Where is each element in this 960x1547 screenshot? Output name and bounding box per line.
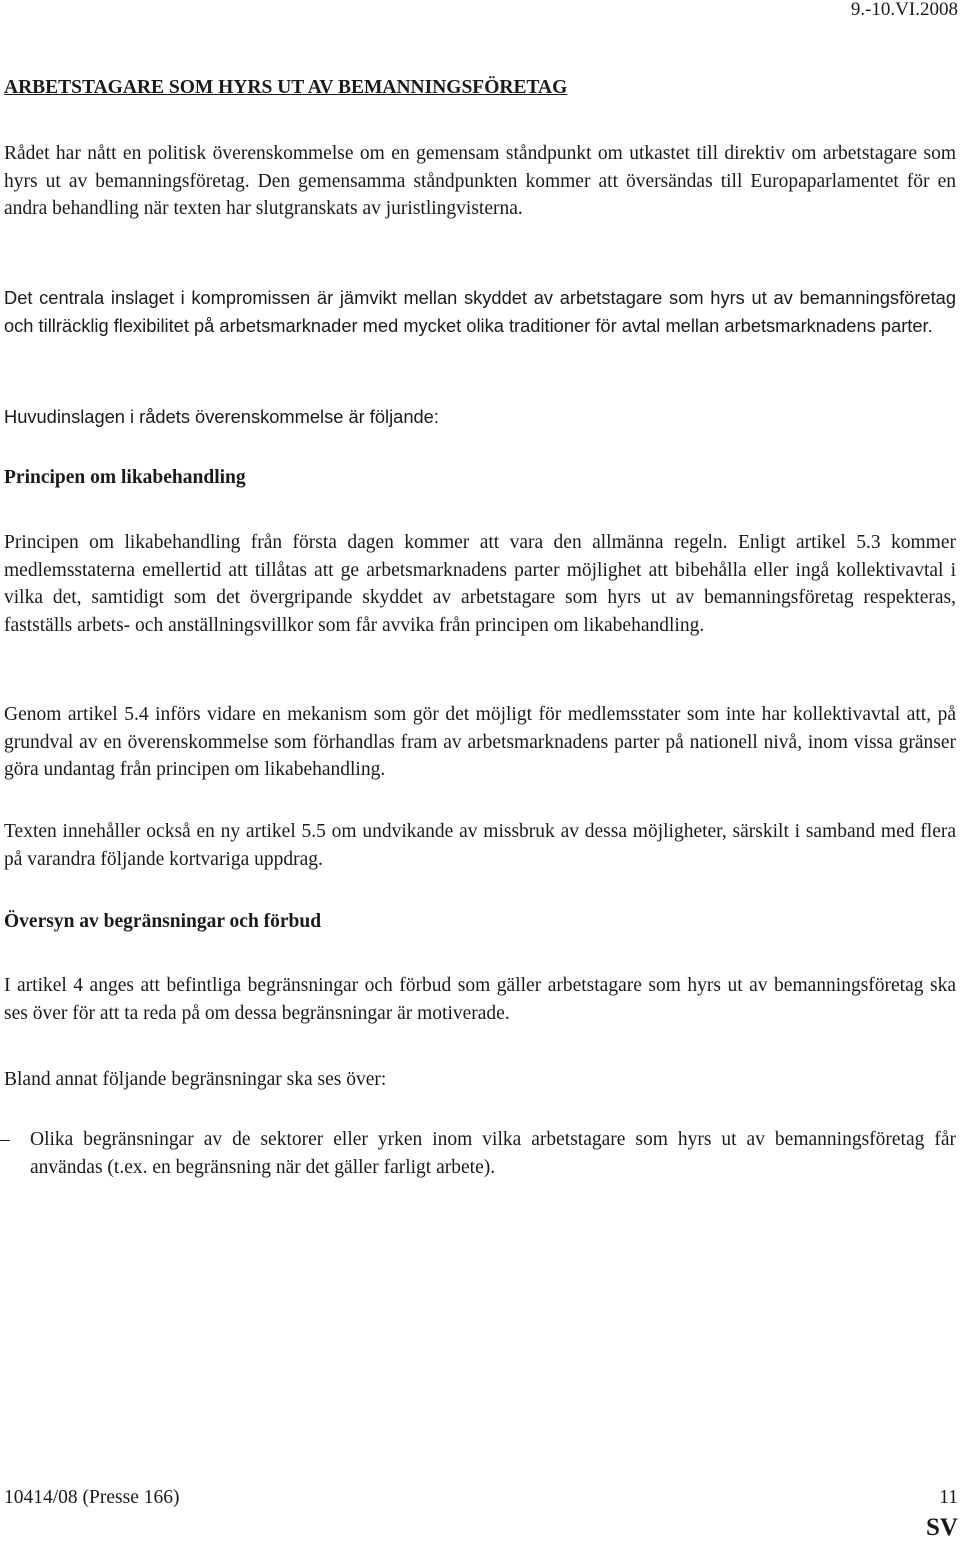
page-date: 9.-10.VI.2008 [850,0,958,20]
paragraph-6: Texten innehåller också en ny artikel 5.5 om undvikande av missbruk av dessa möjligheter, särskilt i samband med flera på varandra följande kortvariga uppdrag. [4,821,956,870]
paragraph-2: Det centrala inslaget i kompromissen är jämvikt mellan skyddet av arbetstagare som hyrs ut av bemanningsföretag och tillräcklig flexibilitet på arbetsmarknader med mycket olika traditioner för avtal mellan arbetsmarknadens parter. [4,287,956,336]
paragraph-3: Huvudinslagen i rådets överenskommelse är följande: [4,406,439,427]
paragraph-1: Rådet har nått en politisk överenskommelse om en gemensam ståndpunkt om utkastet till direktiv om arbetstagare som hyrs ut av bemanningsföretag. Den gemensamma ståndpunkten kommer att översändas till Europaparlamentet för en andra behandling när texten har slutgranskats av juristlingvisterna. [4,143,956,219]
section-heading-equal-treatment: Principen om likabehandling [4,467,246,488]
paragraph-7: I artikel 4 anges att befintliga begränsningar och förbud som gäller arbetstagare som hyrs ut av bemanningsföretag ska ses över för att ta reda på om dessa begränsningar är motiverade. [4,975,956,1024]
page-title: ARBETSTAGARE SOM HYRS UT AV BEMANNINGSFÖRETAG [4,77,568,98]
section-heading-review: Översyn av begränsningar och förbud [4,911,322,932]
bullet-dash: – [0,1129,10,1150]
paragraph-8: Bland annat följande begränsningar ska ses över: [4,1069,387,1090]
language-code: SV [926,1514,958,1541]
bullet-text: Olika begränsningar av de sektorer eller yrken inom vilka arbetstagare som hyrs ut av bemanningsföretag får användas (t.ex. en begränsning när det gäller farligt arbete). [30,1129,956,1178]
page-number: 11 [939,1487,958,1508]
paragraph-5: Genom artikel 5.4 införs vidare en mekanism som gör det möjligt för medlemsstater som inte har kollektivavtal att, på grundval av en överenskommelse som förhandlas fram av arbetsmarknadens parter på nationell nivå, inom vissa gränser göra undantag från principen om likabehandling. [4,704,956,780]
document-reference: 10414/08 (Presse 166) [4,1487,180,1508]
paragraph-4: Principen om likabehandling från första dagen kommer att vara den allmänna regeln. Enligt artikel 5.3 kommer medlemsstaterna emellertid att tillåtas att ge arbetsmarknadens parter möjlighet att bibehålla eller ingå kollektivavtal i vilka det, samtidigt som det övergripande skyddet av arbetstagare som hyrs ut av bemanningsföretag respekteras, fastställs arbets- och anställningsvillkor som får avvika från principen om likabehandling. [4,532,956,636]
